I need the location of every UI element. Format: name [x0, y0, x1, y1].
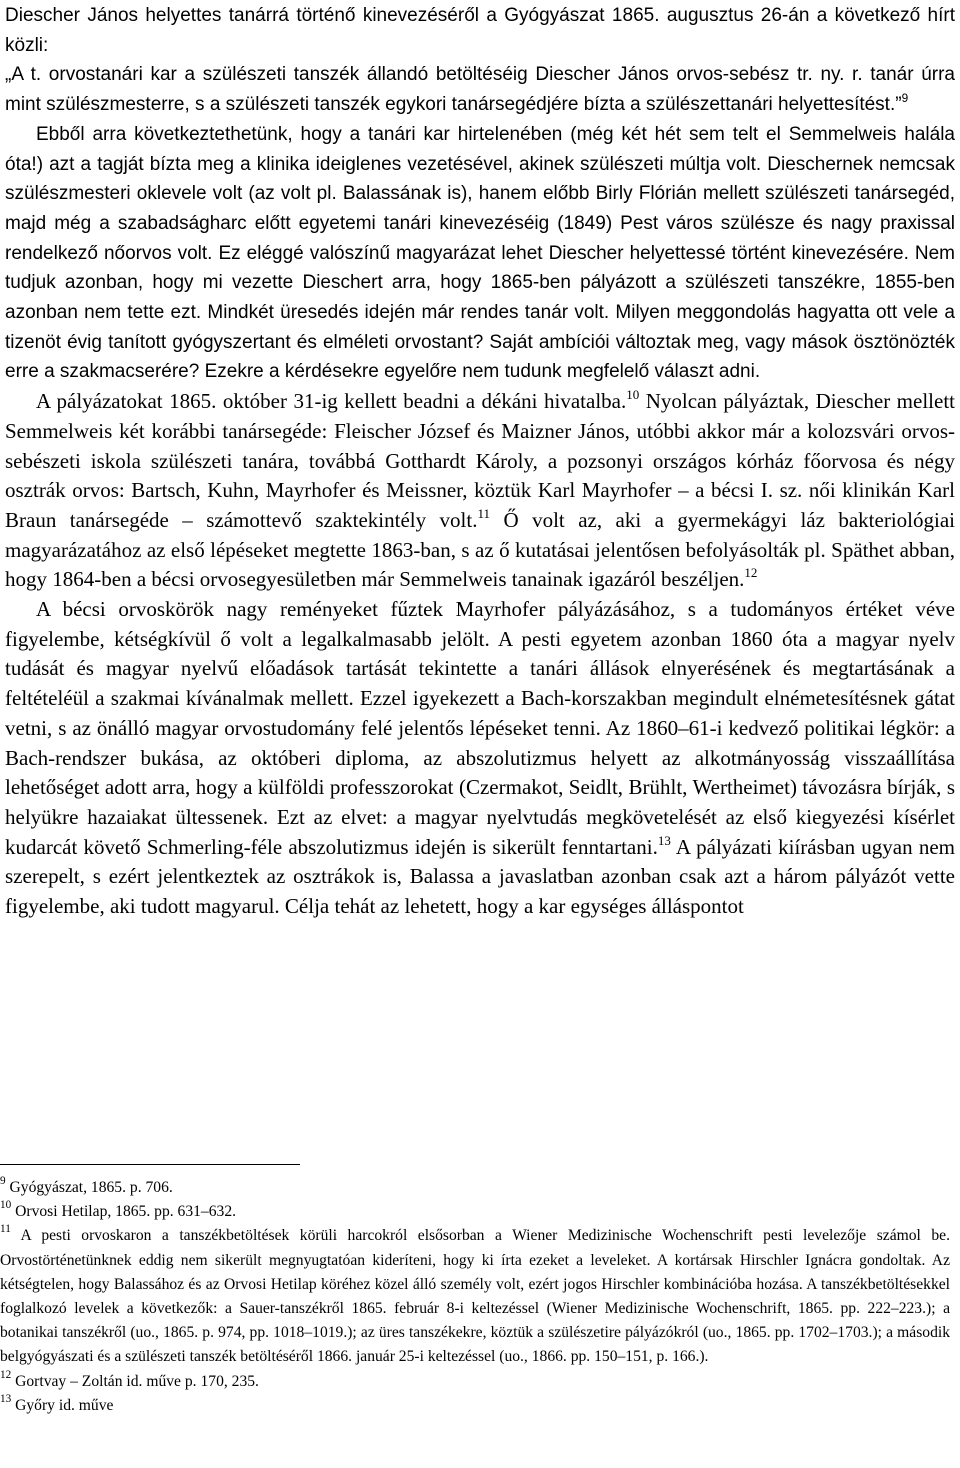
intro-passage — [5, 0, 955, 387]
footnote-text: Gortvay – Zoltán id. műve p. 170, 235. — [11, 1372, 259, 1390]
footnotes — [0, 1176, 950, 1418]
footnote-ref-10[interactable]: 10 — [626, 387, 640, 403]
footnote-number: 11 — [0, 1223, 11, 1236]
footnote-12 — [0, 1370, 950, 1394]
footnote-11 — [0, 1224, 950, 1369]
commentary-paragraph: Ebből arra következtethetünk, hogy a tanári kar hirtelenében (még két hét sem telt el Semmelweis halála óta!) azt a tagját bízta meg a klinika ideiglenes vezetésével, akinek szülészeti múltja volt. Dieschernek nemcsak szülészmesteri oklevele volt (az volt pl. Balassának is), hanem előbb Birly Flórián mellett szülészeti tanársegéd, majd még a szabadságharc előtt egyetemi tanári kinevezéséig (1849) Pest város szülésze és nagy praxissal rendelkező nőorvos volt. Ez eléggé valószínű magyarázat lehet Diescher helyettessé történt kinevezésére. Nem tudjuk azonban, hogy mi vezette Dieschert arra, hogy 1865-ben pályázott a szülészeti tanszékre, 1855-ben azonban nem tette ezt. Mindkét üresedés idején már rendes tanár volt. Milyen meggondolás hagyatta ott vele a tizenöt évig tanított gyógyszertant és elméleti orvostant? Saját ambíciói változtak meg, vagy mások ösztönözték erre a szakmacserére? Ezekre a kérdésekre egyelőre nem tudunk megfelelő választ adni. — [5, 123, 955, 383]
footnote-ref-13[interactable]: 13 — [657, 832, 671, 848]
language-policy-paragraph: A bécsi orvoskörök nagy reményeket fűztek Mayrhofer pályázásához, s a tudományos értéket véve figyelembe, kétségkívül ő volt a legalkalmasabb jelölt. A pesti egyetem azonban 1860 óta a magyar nyelv tudását és magyar nyelvű előadások tartását tekintette a tanári állások elnyerésének és megtartásának a feltételéül a szakmai kívánalmak mellett. Ezzel igyekezett a Bach-korszakban megindult elnémetesítésnek gátat vetni, s az önálló magyar orvostudomány felé jelentős lépéseket tenni. Az 1860–61-i kedvező politikai légkör: a Bach-rendszer bukása, az októberi diploma, az abszolutizmus helyett az alkotmányosság visszaállítása lehetőséget adott arra, hogy a külföldi professzorokat (Czermakot, Seidlt, Brühlt, Wertheimet) távozásra bírják, s helyükre hazaiakat ültessenek. Ezt az elvet: a magyar nyelvtudás megkövetelését az első kiegyezési kísérlet kudarcát követő Schmerling-féle abszolutizmus idején is sikerült fenntartani.$^{13}$ A pályázati kiírásban ugyan nem szerepelt, s ezért jelentkeztek az osztrákok is, Balassa a javaslatban azonban csak azt a három pályázót vette figyelembe, aki tudott magyarul. Célja tehát az lehetett, hogy a kar egységes álláspontot — [5, 597, 955, 919]
footnote-ref-9[interactable]: 9 — [901, 91, 909, 105]
document-page — [5, 0, 955, 922]
footnote-number: 13 — [0, 1392, 12, 1405]
quoted-announcement — [5, 60, 955, 119]
footnote-number: 10 — [0, 1199, 12, 1212]
quote-text: „A t. orvostanári kar a szülészeti tanszék állandó betöltéséig Diescher János orvos-sebész tr. ny. r. tanár úrra mint szülészmesterre, s a szülészeti tanszék egykori tanársegédjére bízta a szülészettanári helyettesítést.” — [5, 64, 955, 116]
footnote-10 — [0, 1200, 950, 1224]
intro-paragraph: Diescher János helyettes tanárrá történő kinevezéséről a Gyógyászat 1865. augusztus 26-án a következő hírt közli: — [5, 5, 955, 56]
footnote-separator — [0, 1164, 300, 1165]
footnote-text: Gyógyászat, 1865. p. 706. — [5, 1179, 173, 1196]
footnote-ref-11[interactable]: 11 — [477, 505, 491, 521]
footnote-text: A pesti orvoskaron a tanszékbetöltések körüli harcokról elsősorban a Wiener Medizinische Wochenschrift pesti levelezője számol be. Orvostörténetünknek eddig nem sikerült megnyugtatóan kideríteni, hogy ki írta ezeket a leveleket. A kortársak Hirschler Ignácra gondoltak. Az kétségtelen, hogy Balassához és az Orvosi Hetilap köréhez közel álló személy volt, ezért jogos Hirschler kombinációba hozása. A tanszékbetöltésekkel foglalkozó levelek a következők: a Sauer-tanszékről 1865. február 8-i keltezéssel (Wiener Medizinische Wochenschrift, 1865. pp. 222–223.); a botanikai tanszékről (uo., 1865. p. 974, pp. 1018–1019.); az üres tanszékekre, köztük a szülészetire pályázókról (uo., 1865. pp. 1702–1703.); a második belgyógyászati és a szülészeti tanszék betöltéséről 1866. január 25-i keltezéssel (uo., 1866. pp. 150–151, p. 166.). — [0, 1227, 950, 1366]
main-passage — [5, 387, 955, 922]
footnote-13 — [0, 1394, 950, 1418]
footnote-text: Orvosi Hetilap, 1865. pp. 631–632. — [11, 1203, 237, 1221]
footnote-number: 9 — [0, 1175, 6, 1188]
footnote-text: Győry id. műve — [11, 1396, 114, 1414]
footnote-ref-12[interactable]: 12 — [744, 565, 758, 581]
footnote-number: 12 — [0, 1368, 12, 1381]
footnote-9 — [0, 1176, 950, 1200]
applicants-paragraph: A pályázatokat 1865. október 31-ig kellett beadni a dékáni hivatalba.$^{10}$ Nyolcan pályáztak, Diescher mellett Semmelweis két korábbi tanársegéde: Fleischer József és Maizner János, utóbbi akkor már a kolozsvári orvos-sebészeti iskola szülészeti tanára, továbbá Gotthardt Károly, a pozsonyi országos kórház főorvosa és négy osztrák orvos: Bartsch, Kuhn, Mayrhofer és Meissner, köztük Karl Mayrhofer – a bécsi I. sz. női klinikán Karl Braun tanársegéde – számottevő szaktekintély volt.$^{11}$ Ő volt az, aki a gyermekágyi láz bakteriológiai magyarázatához az első lépéseket megtette 1863-ban, s az ő kutatásai jelentősen befolyásolták pl. Späthet abban, hogy 1864-ben a bécsi orvosegyesületben már Semmelweis tanainak igazáról beszéljen.$^{12}$ — [5, 387, 955, 592]
